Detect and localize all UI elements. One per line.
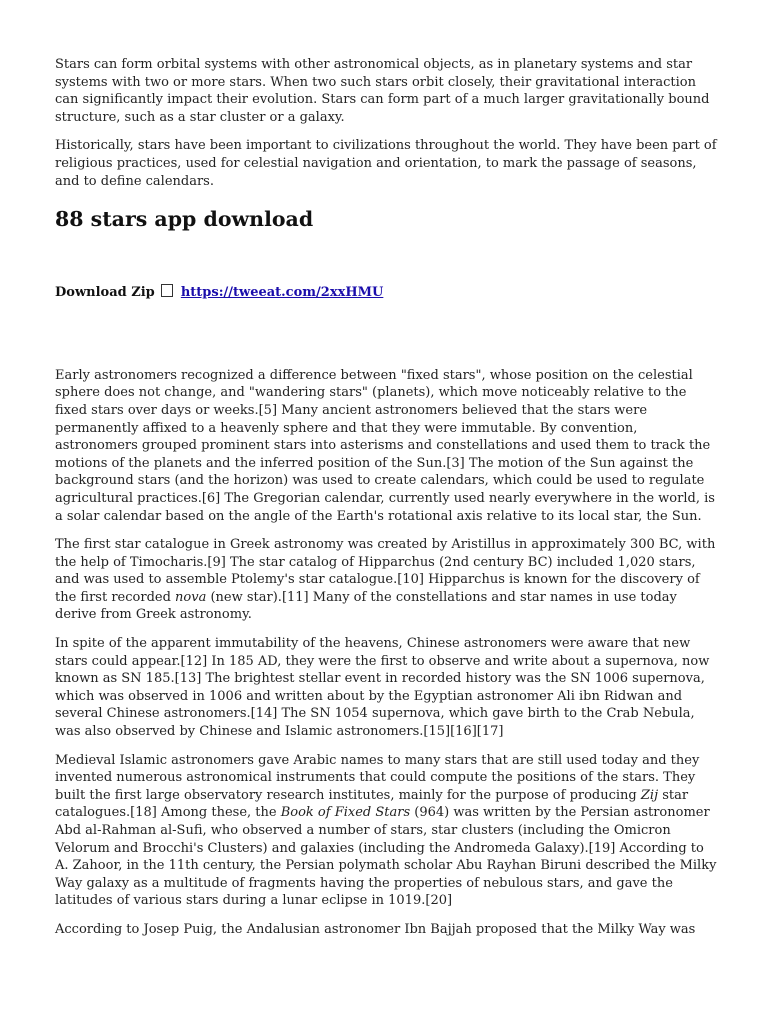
document-page <box>55 56 717 950</box>
intro-paragraph-1: Stars can form orbital systems with other astronomical objects, as in planetary systems and star systems with two or more stars. When two such stars orbit closely, their gravitational interaction can significantly impact their evolution. Stars can form part of a much larger gravitationally bound structure, such as a star cluster or a galaxy. <box>55 57 710 125</box>
body-paragraph-2-text-a: The first star catalogue in Greek astronomy was created by Aristillus in approximately 300 BC, with the help of Timocharis.[9] The star catalog of Hipparchus (2nd century BC) included 1,020 stars, and was used to assemble Ptolemy's star catalogue.[10] Hipparchus is known for the discovery of the first recorded <box>55 537 716 605</box>
download-icon <box>161 284 173 297</box>
body-paragraph-5: According to Josep Puig, the Andalusian astronomer Ibn Bajjah proposed that the Milky Way was <box>55 921 696 937</box>
zij-term: Zij <box>640 787 659 803</box>
body-paragraph-2-text-b: (new star).[11] Many of the constellations and star names in use today derive from Greek astronomy. <box>55 589 677 623</box>
body-paragraph-4-text-b: star catalogues.[18] Among these, the <box>55 787 689 821</box>
body-paragraph-1: Early astronomers recognized a difference between "fixed stars", whose position on the celestial sphere does not change, and "wandering stars" (planets), which move noticeably relative to the fixed stars over days or weeks.[5] Many ancient astronomers believed that the stars were permanently affixed to a heavenly sphere and that they were immutable. By convention, astronomers grouped prominent stars into asterisms and constellations and used them to track the motions of the planets and the inferred position of the Sun.[3] The motion of the Sun against the background stars (and the horizon) was used to create calendars, which could be used to regulate agricultural practices.[6] The Gregorian calendar, currently used nearly everywhere in the world, is a solar calendar based on the angle of the Earth's rotational axis relative to its local star, the Sun. <box>55 367 715 524</box>
body-paragraph-3: In spite of the apparent immutability of the heavens, Chinese astronomers were aware that new stars could appear.[12] In 185 AD, they were the first to observe and write about a supernova, now known as SN 185.[13] The brightest stellar event in recorded history was the SN 1006 supernova, which was observed in 1006 and written about by the Egyptian astronomer Ali ibn Ridwan and several Chinese astronomers.[14] The SN 1054 supernova, which gave birth to the Crab Nebula, was also observed by Chinese and Islamic astronomers.[15][16][17] <box>55 636 710 740</box>
nova-term: nova <box>175 589 207 605</box>
article-body <box>55 367 717 939</box>
page-title: 88 stars app download <box>55 207 314 232</box>
body-paragraph-4 <box>55 752 717 910</box>
intro-paragraph-2: Historically, stars have been important to civilizations throughout the world. They have been part of religious practices, used for celestial navigation and orientation, to mark the passage of seasons, and to define calendars. <box>55 138 717 189</box>
book-title: Book of Fixed Stars <box>280 805 411 821</box>
body-paragraph-4-text-c: (964) was written by the Persian astronomer Abd al-Rahman al-Sufi, who observed a number of stars, star clusters (including the Omicron Velorum and Brocchi's Clusters) and galaxies (including the Andromeda Galaxy).[19] According to A. Zahoor, in the 11th century, the Persian polymath scholar Abu Rayhan Biruni described the Milky Way galaxy as a multitude of fragments having the properties of nebulous stars, and gave the latitudes of various stars during a lunar eclipse in 1019.[20] <box>55 805 717 909</box>
body-paragraph-4-text-a: Medieval Islamic astronomers gave Arabic names to many stars that are still used today and they invented numerous astronomical instruments that could compute the positions of the stars. They built the first large observatory research institutes, mainly for the purpose of producing <box>55 752 700 803</box>
body-paragraph-2 <box>55 536 717 624</box>
download-line <box>55 284 717 302</box>
download-label: Download Zip <box>55 285 155 301</box>
download-link[interactable]: https://tweeat.com/2xxHMU <box>180 285 384 301</box>
